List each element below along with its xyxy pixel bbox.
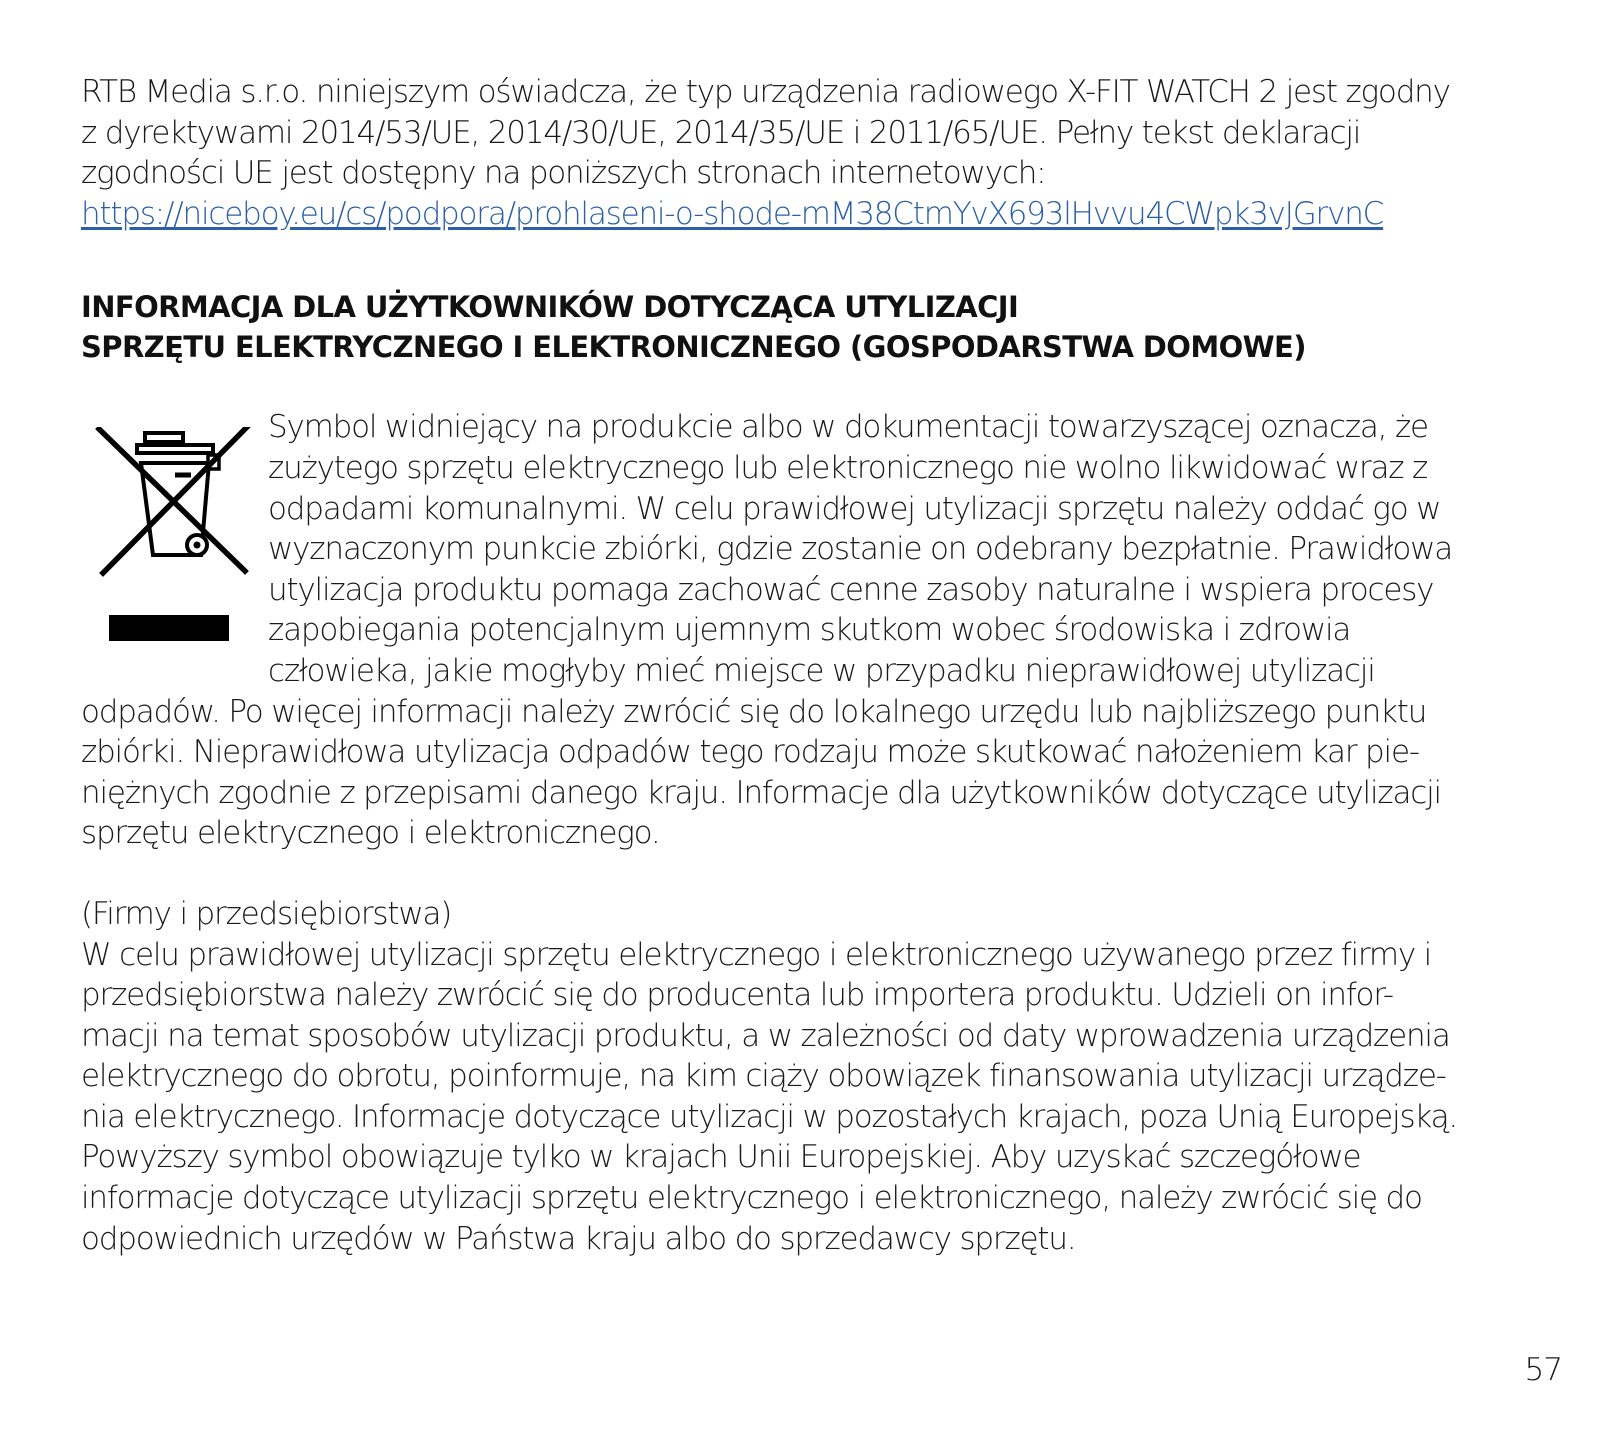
business-line: odpowiednich urzędów w Państwa kraju albo do sprzedawcy sprzętu. <box>81 1220 1076 1257</box>
declaration-line: RTB Media s.r.o. niniejszym oświadcza, że typ urządzenia radiowego X-FIT WATCH 2 jest zgodny <box>81 74 1450 110</box>
section-heading <box>81 287 1521 367</box>
business-title: (Firmy i przedsiębiorstwa) <box>81 895 452 932</box>
heading-line-1: INFORMACJA DLA UŻYTKOWNIKÓW DOTYCZĄCA UTYLIZACJI <box>81 290 1019 325</box>
weee-line: utylizacja produktu pomaga zachować cenne zasoby naturalne i wspiera procesy <box>268 571 1434 608</box>
heading-line-2: SPRZĘTU ELEKTRYCZNEGO I ELEKTRONICZNEGO (GOSPODARSTWA DOMOWE) <box>81 330 1306 365</box>
weee-section <box>81 407 1521 854</box>
business-line: Powyższy symbol obowiązuje tylko w krajach Unii Europejskiej. Aby uzyskać szczegółowe <box>81 1139 1361 1176</box>
business-line: W celu prawidłowej utylizacji sprzętu elektrycznego i elektronicznego używanego przez firmy i <box>81 936 1432 973</box>
business-line: informacje dotyczące utylizacji sprzętu elektrycznego i elektronicznego, należy zwrócić się do <box>81 1180 1422 1217</box>
weee-line: wyznaczonym punkcie zbiórki, gdzie zostanie on odebrany bezpłatnie. Prawidłowa <box>268 531 1453 568</box>
weee-line: Symbol widniejący na produkcie albo w dokumentacji towarzyszącej oznacza, że <box>268 409 1428 446</box>
weee-line: zużytego sprzętu elektrycznego lub elektronicznego nie wolno likwidować wraz z <box>268 449 1428 486</box>
weee-paragraph-continued <box>81 692 1521 854</box>
business-line: nia elektrycznego. Informacje dotyczące utylizacji w pozostałych krajach, poza Unią Europejską. <box>81 1098 1458 1135</box>
spacer <box>81 854 1521 894</box>
weee-line: zbiórki. Nieprawidłowa utylizacja odpadów tego rodzaju może skutkować nałożeniem kar pie- <box>81 734 1419 771</box>
declaration-paragraph <box>81 72 1521 234</box>
weee-line: odpadów. Po więcej informacji należy zwrócić się do lokalnego urzędu lub najbliższego punktu <box>81 693 1427 730</box>
crossed-out-wheelie-bin-icon <box>95 427 255 653</box>
page-number: 57 <box>1524 1352 1562 1388</box>
business-line: elektrycznego do obrotu, poinformuje, na kim ciąży obowiązek finansowania utylizacji urządze- <box>81 1058 1446 1095</box>
business-line: macji na temat sposobów utylizacji produktu, a w zależności od daty wprowadzenia urządzenia <box>81 1017 1450 1054</box>
declaration-link[interactable]: https://niceboy.eu/cs/podpora/prohlaseni-o-shode-mM38CtmYvX693lHvvu4CWpk3vJGrvnC <box>81 195 1384 232</box>
weee-line: odpadami komunalnymi. W celu prawidłowej utylizacji sprzętu należy oddać go w <box>268 490 1441 527</box>
business-paragraph <box>81 894 1521 1259</box>
document-page <box>81 72 1521 1259</box>
business-line: przedsiębiorstwa należy zwrócić się do producenta lub importera produktu. Udzieli on infor- <box>81 977 1393 1014</box>
weee-line: niężnych zgodnie z przepisami danego kraju. Informacje dla użytkowników dotyczące utylizacji <box>81 774 1441 811</box>
weee-line: sprzętu elektrycznego i elektronicznego. <box>81 815 660 852</box>
declaration-line: zgodności UE jest dostępny na poniższych stronach internetowych: <box>81 155 1046 192</box>
weee-paragraph-indented <box>81 407 1521 691</box>
weee-line: człowieka, jakie mogłyby mieć miejsce w przypadku nieprawidłowej utylizacji <box>268 652 1375 689</box>
weee-line: zapobiegania potencjalnym ujemnym skutkom wobec środowiska i zdrowia <box>268 612 1351 649</box>
declaration-line: z dyrektywami 2014/53/UE, 2014/30/UE, 2014/35/UE i 2011/65/UE. Pełny tekst deklaracji <box>81 114 1361 151</box>
